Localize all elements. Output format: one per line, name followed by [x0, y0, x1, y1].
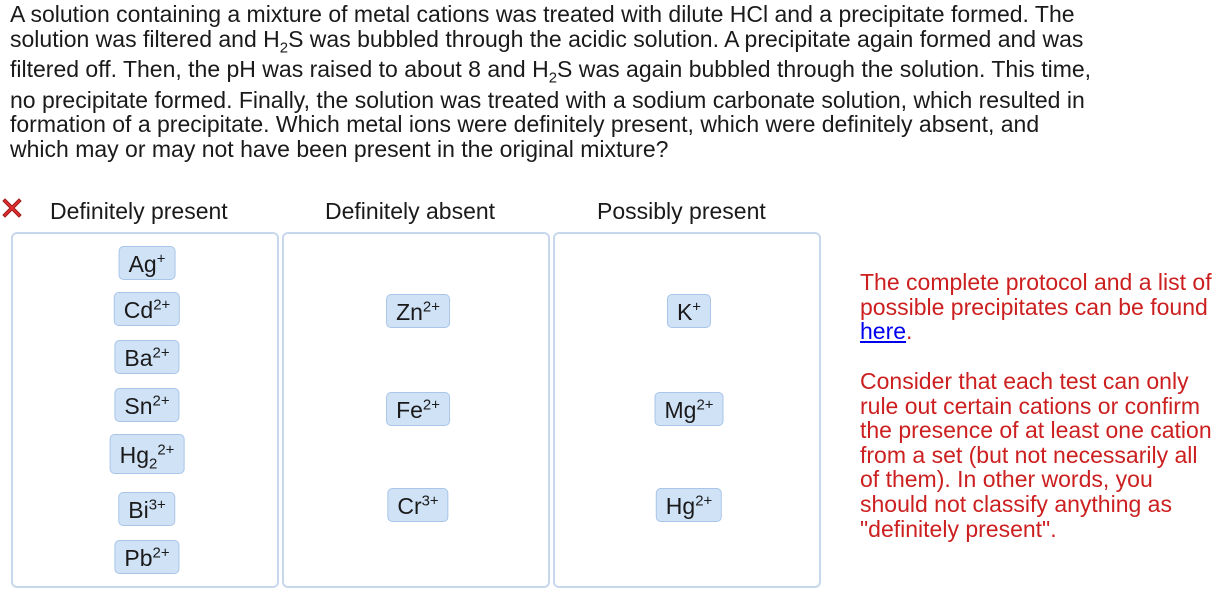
question-line: no precipitate formed. Finally, the solution was treated with a sodium carbonate solution, which resulted in: [10, 86, 1085, 113]
question-line: filtered off. Then, the pH was raised to about 8 and $H_2S$ was again bubbled through the solution. This time,: [10, 56, 1092, 87]
ion-chip-sn[interactable]: $Sn^{2+}$: [114, 388, 179, 422]
ion-chip-cr[interactable]: $Cr^{3+}$: [387, 488, 448, 522]
bin-definitely-absent[interactable]: [282, 232, 550, 588]
bin-possibly-present[interactable]: [553, 232, 821, 588]
ion-chip-cd[interactable]: $Cd^{2+}$: [114, 292, 180, 326]
protocol-link[interactable]: here: [860, 318, 907, 345]
ion-chip-hg[interactable]: $Hg^{2+}$: [656, 488, 722, 522]
ion-chip-zn[interactable]: $Zn^{2+}$: [386, 294, 450, 328]
ion-chip-ag[interactable]: Ag+: [119, 246, 176, 280]
ion-chip-hg2[interactable]: $Hg_2^{2+}$: [110, 434, 185, 474]
hint-protocol: The complete protocol and a list of possible precipitates can be found here.: [860, 269, 1212, 345]
question-line: A solution containing a mixture of metal cations was treated with dilute HCl and a precipitate formed. The: [10, 1, 1075, 27]
ion-chip-pb[interactable]: $Pb^{2+}$: [114, 540, 179, 574]
ion-chip-mg[interactable]: $Mg^{2+}$: [655, 392, 724, 426]
ion-chip-fe[interactable]: $Fe^{2+}$: [386, 392, 450, 426]
ion-chip-ba[interactable]: $Ba^{2+}$: [114, 340, 179, 374]
question-text: [10, 2, 1210, 162]
question-line: which may or may not have been present in the original mixture?: [10, 136, 669, 163]
ion-chip-bi[interactable]: $Bi^{3+}$: [118, 492, 175, 526]
ion-chip-k[interactable]: K+: [667, 294, 711, 328]
incorrect-x-icon: [0, 196, 24, 220]
bin-definitely-present[interactable]: [11, 232, 279, 588]
question-line: formation of a precipitate. Which metal ions were definitely present, which were definitely absent, and: [10, 111, 1040, 138]
column-header-definitely-present: Definitely present: [50, 198, 228, 224]
column-header-possibly-present: Possibly present: [597, 198, 766, 224]
hint-advice: Consider that each test can only rule out certain cations or confirm the presence of at least one cation from a set (but not necessarily all of them). In other words, you should not classify anything as "definitely present".: [860, 368, 1212, 542]
question-line: solution was filtered and $H_2S$ was bubbled through the acidic solution. A precipitate again formed and was: [10, 25, 1084, 57]
column-header-definitely-absent: Definitely absent: [325, 198, 496, 224]
